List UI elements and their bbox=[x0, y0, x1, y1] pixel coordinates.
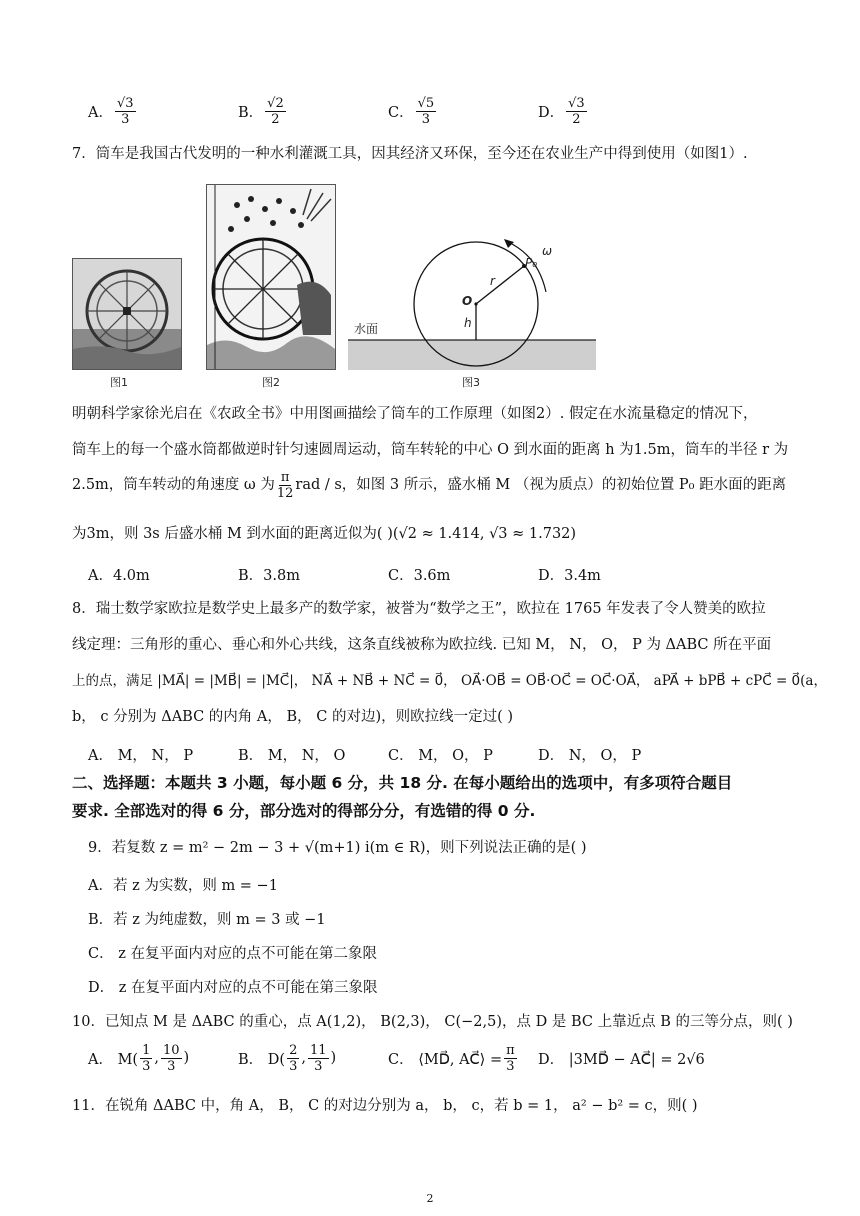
page-number: 2 bbox=[426, 1192, 434, 1205]
q6-option-d: D． $\frac{√3}{2}$ bbox=[538, 96, 585, 127]
q11-stem: 11．在锐角 ΔABC 中，角 A， B， C 的对边分别为 a， b， c，若 b = 1， a² − b² = c，则( ) bbox=[72, 1098, 698, 1114]
omega-numerator: π bbox=[280, 469, 290, 485]
q7-option-b: B．3.8m bbox=[238, 568, 300, 584]
water-wheel-drawing-icon bbox=[207, 185, 335, 369]
q8-option-c: C． M， O， P bbox=[388, 748, 493, 764]
q10-option-b: B． D( $\frac{2}{3}$ , $\frac{11}{3}$ ) bbox=[238, 1042, 337, 1074]
q7-line-4: 为3m，则 3s 后盛水桶 M 到水面的距离近似为( )(√2 ≈ 1.414, √3 ≈ 1.732) bbox=[72, 526, 577, 542]
q6-d-denominator: 2 bbox=[572, 112, 581, 127]
q6-a-denominator: 3 bbox=[121, 112, 130, 127]
figure-2-caption: 图2 bbox=[262, 376, 280, 389]
q9-option-a: A．若 z 为实数，则 m = −1 bbox=[88, 878, 278, 894]
q10-stem: 10．已知点 M 是 ΔABC 的重心，点 A(1,2)， B(2,3)， C(−2,5)，点 D 是 BC 上靠近点 B 的三等分点，则( ) bbox=[72, 1014, 793, 1030]
q7-line-2: 筒车上的每一个盛水筒都做逆时针匀速圆周运动，筒车转轮的中心 O 到水面的距离 h 为1.5m，筒车的半径 r 为 bbox=[72, 442, 789, 458]
q6-a-numerator: √3 bbox=[116, 96, 134, 111]
point-p0-label: P₀ bbox=[525, 256, 538, 270]
q9-stem: 9．若复数 z = m² − 2m − 3 + √(m+1) i(m ∈ R)，则下列说法正确的是( ) bbox=[88, 840, 587, 856]
q7-option-d: D．3.4m bbox=[538, 568, 601, 584]
section-2-heading-line-1: 二、选择题：本题共 3 小题，每小题 6 分，共 18 分. 在每小题给出的选项中，有多项符合题目 bbox=[72, 774, 733, 792]
q6-d-numerator: √3 bbox=[568, 96, 585, 111]
q8-option-b: B． M， N， O bbox=[238, 748, 346, 764]
q6-b-numerator: √2 bbox=[267, 96, 284, 111]
q10-options bbox=[88, 1040, 788, 1076]
q6-c-numerator: √5 bbox=[417, 96, 435, 111]
q10-option-d: D． |3MD⃗ − AC⃗| = 2√6 bbox=[538, 1051, 705, 1068]
omega-label: ω bbox=[542, 244, 553, 258]
q9-option-b: B．若 z 为纯虚数，则 m = 3 或 −1 bbox=[88, 912, 326, 928]
figure-3-caption: 图3 bbox=[462, 376, 480, 389]
q10-option-a: A． M( $\frac{1}{3}$ , $\frac{10}{3}$ ) bbox=[88, 1042, 190, 1074]
q10-option-c: C． ⟨MD⃗, AC⃗⟩ = $\frac{\pi}{3}$ bbox=[388, 1042, 515, 1074]
q6-option-c: C． $\frac{√5}{3}$ bbox=[388, 96, 435, 127]
radius-r-label: r bbox=[490, 274, 495, 288]
water-wheel-photo-icon bbox=[73, 259, 181, 369]
q8-line-1: 8．瑞士数学家欧拉是数学史上最多产的数学家，被誉为“数学之王”，欧拉在 1765 年发表了令人赞美的欧拉 bbox=[72, 601, 766, 617]
radius-segment bbox=[476, 266, 524, 304]
q7-options bbox=[88, 564, 788, 585]
q8-options bbox=[88, 744, 788, 765]
q7-option-c: C．3.6m bbox=[388, 568, 451, 584]
omega-denominator: 12 bbox=[276, 485, 294, 501]
q7-line-1: 明朝科学家徐光启在《农政全书》中用图画描绘了筒车的工作原理（如图2）. 假定在水流量稳定的情况下， bbox=[72, 406, 758, 422]
q8-line-2: 线定理：三角形的重心、垂心和外心共线，这条直线被称为欧拉线. 已知 M， N， O， P 为 ΔABC 所在平面 bbox=[72, 637, 772, 653]
figure-1-photo bbox=[72, 258, 182, 370]
q8-option-d: D． N， O， P bbox=[538, 748, 642, 764]
q6-options bbox=[88, 96, 788, 127]
q6-option-a: A． $\frac{√3}{3}$ bbox=[88, 96, 134, 127]
section-2-heading-line-2: 要求. 全部选对的得 6 分，部分选对的得部分分，有选错的得 0 分. bbox=[72, 802, 536, 820]
figure-2-illustration bbox=[206, 184, 336, 370]
q7-intro: 7．筒车是我国古代发明的一种水利灌溉工具，因其经济又环保，至今还在农业生产中得到使用（如图1）. bbox=[72, 146, 748, 162]
q9-option-c: C． z 在复平面内对应的点不可能在第二象限 bbox=[88, 946, 377, 962]
q8-line-4: b， c 分别为 ΔABC 的内角 A， B， C 的对边)，则欧拉线一定过( ) bbox=[72, 709, 514, 725]
figure-1-caption: 图1 bbox=[110, 376, 128, 389]
height-h-label: h bbox=[464, 316, 472, 330]
q6-b-denominator: 2 bbox=[271, 112, 280, 127]
center-o-label: O bbox=[462, 294, 473, 308]
q6-option-b: B． $\frac{√2}{2}$ bbox=[238, 96, 284, 127]
q8-line-3: 上的点，满足 |MA⃗| = |MB⃗| = |MC⃗|， NA⃗ + NB⃗ + NC⃗ = 0⃗， OA⃗·OB⃗ = OB⃗·OC⃗ = OC⃗·OA⃗， aPA⃗ + bPB⃗ + cPC⃗ = 0⃗(a， bbox=[72, 673, 827, 689]
q7-line-3: 2.5m，筒车转动的角速度 ω 为 $\frac{\pi}{12}$ rad / s，如图 3 所示，盛水桶 M （视为质点）的初始位置 P₀ 距水面的距离 bbox=[72, 469, 787, 501]
q6-c-denominator: 3 bbox=[421, 112, 431, 127]
q8-option-a: A． M， N， P bbox=[88, 748, 194, 764]
q7-option-a: A．4.0m bbox=[88, 568, 150, 584]
q9-option-d: D． z 在复平面内对应的点不可能在第三象限 bbox=[88, 980, 378, 996]
water-surface-label: 水面 bbox=[354, 322, 379, 336]
